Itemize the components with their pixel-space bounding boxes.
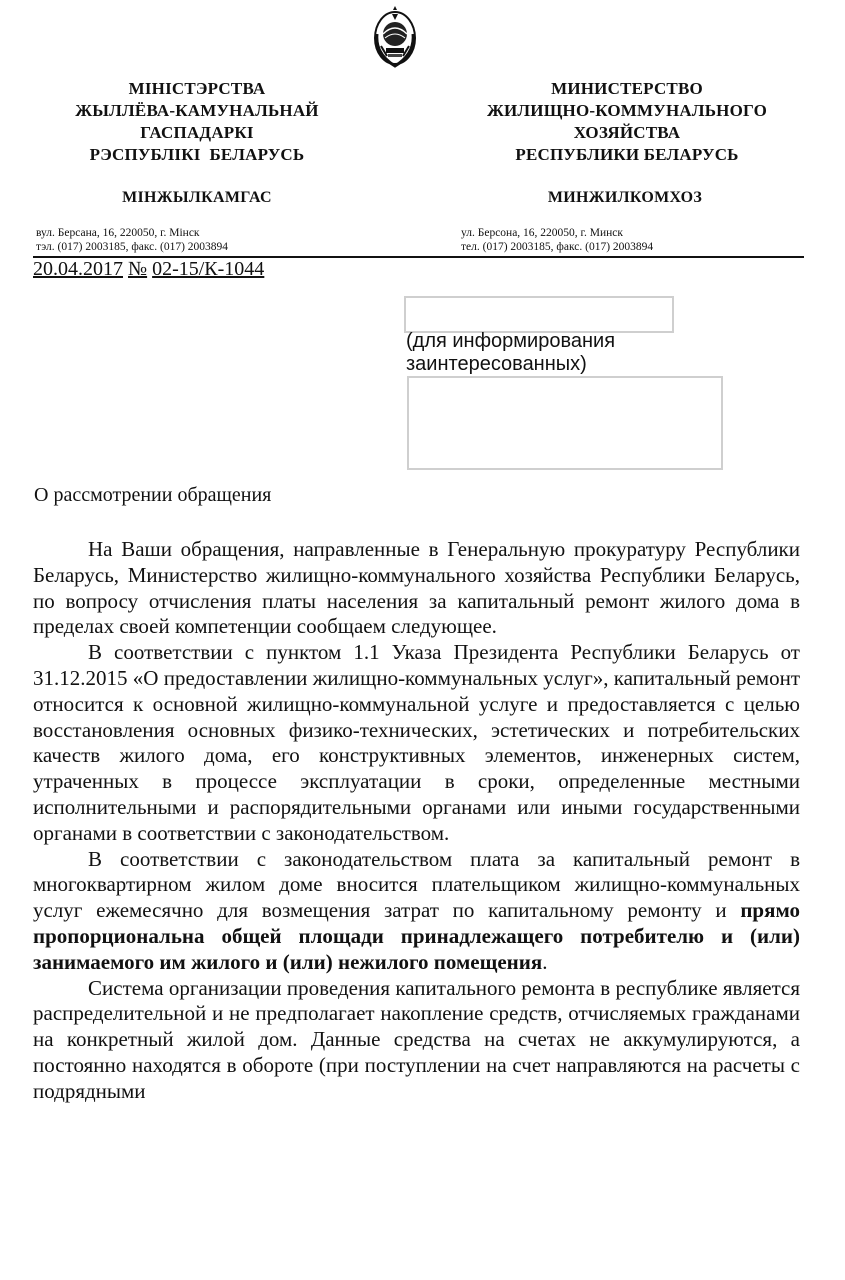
addressee <box>406 330 615 376</box>
letter-body <box>33 537 800 1105</box>
address-belarusian <box>36 226 228 254</box>
paragraph: В соответствии с пунктом 1.1 Указа Президента Республики Беларусь от 31.12.2015 «О предоставлении жилищно-коммунальных услуг», капитальный ремонт относится к основной жилищно-коммунальной услуге и предоставляется с целью восстановления основных физико-технических, эстетических и потребительских качеств жилого дома, его конструктивных элементов, инженерных систем, утраченных в процессе эксплуатации в сроки, определенные местными исполнительными и распорядительными органами или иными государственными органами в соответствии с законодательством. <box>33 640 800 845</box>
address-line: вул. Берсана, 16, 220050, г. Мінск <box>36 227 200 239</box>
ministry-name-line: ХОЗЯЙСТВА <box>573 123 681 142</box>
paragraph <box>33 847 800 976</box>
paragraph-text: В соответствии с законодательством плата за капитальный ремонт в многоквартирном жилом доме вносится плательщиком жилищно-коммунальных услуг ежемесячно для возмещения затрат по капитальному ремонту и <box>33 846 800 923</box>
address-line: ул. Берсона, 16, 220050, г. Минск <box>461 227 623 239</box>
paragraph-bold-text: прямо пропорциональна общей площади принадлежащего потребителю и (или) занимаемого им жилого и (или) нежилого помещения <box>33 898 800 974</box>
contact-line: тэл. (017) 2003185, факс. (017) 2003894 <box>36 241 229 253</box>
address-russian <box>461 226 653 254</box>
ministry-name-line: РЕСПУБЛИКИ БЕЛАРУСЬ <box>515 145 739 164</box>
ministry-name-line: МІНІСТЭРСТВА <box>128 79 266 98</box>
registration-number-sign: № <box>128 258 148 280</box>
registration-number: 02-15/К-1044 <box>152 258 265 280</box>
registration-date: 20.04.2017 <box>33 258 123 280</box>
paragraph: Система организации проведения капитального ремонта в республике является распределительной и не предполагает накопление средств, отчисляемых гражданами на конкретный жилой дом. Данные средства на счетах не аккумулируются, а постоянно находятся в обороте (при поступлении на счет направляются на расчеты с подрядными <box>33 975 800 1103</box>
contact-line: тел. (017) 2003185, факс. (017) 2003894 <box>461 241 654 253</box>
paragraph: На Ваши обращения, направленные в Генеральную прокуратуру Республики Беларусь, Министерство жилищно-коммунального хозяйства Республики Беларусь, по вопросу отчисления платы населения за капитальный ремонт жилого дома в пределах своей компетенции сообщаем следующее. <box>33 537 800 639</box>
addressee-line: (для информирования <box>406 330 616 352</box>
ministry-name-line: ЖЫЛЛЁВА-КАМУНАЛЬНАЙ <box>75 101 319 120</box>
redacted-field <box>407 376 723 470</box>
ministry-name-line: МИНИСТЕРСТВО <box>551 79 703 98</box>
redacted-field <box>404 296 674 333</box>
short-name-belarusian: МІНЖЫЛКАМГАС <box>122 189 272 206</box>
subject-line: О рассмотрении обращения <box>34 484 272 506</box>
ministry-name-russian <box>462 78 792 166</box>
ministry-name-belarusian <box>32 78 362 166</box>
short-name-russian: МИНЖИЛКОМХОЗ <box>547 189 703 206</box>
state-emblem-icon <box>372 4 418 74</box>
paragraph-text: . <box>542 949 548 974</box>
ministry-name-line: ГАСПАДАРКІ <box>140 123 254 142</box>
addressee-line: заинтересованных) <box>406 353 587 375</box>
ministry-name-line: ЖИЛИЩНО-КОММУНАЛЬНОГО <box>486 101 768 120</box>
ministry-name-line: РЭСПУБЛІКІ БЕЛАРУСЬ <box>89 145 305 164</box>
registration-line <box>33 258 264 281</box>
